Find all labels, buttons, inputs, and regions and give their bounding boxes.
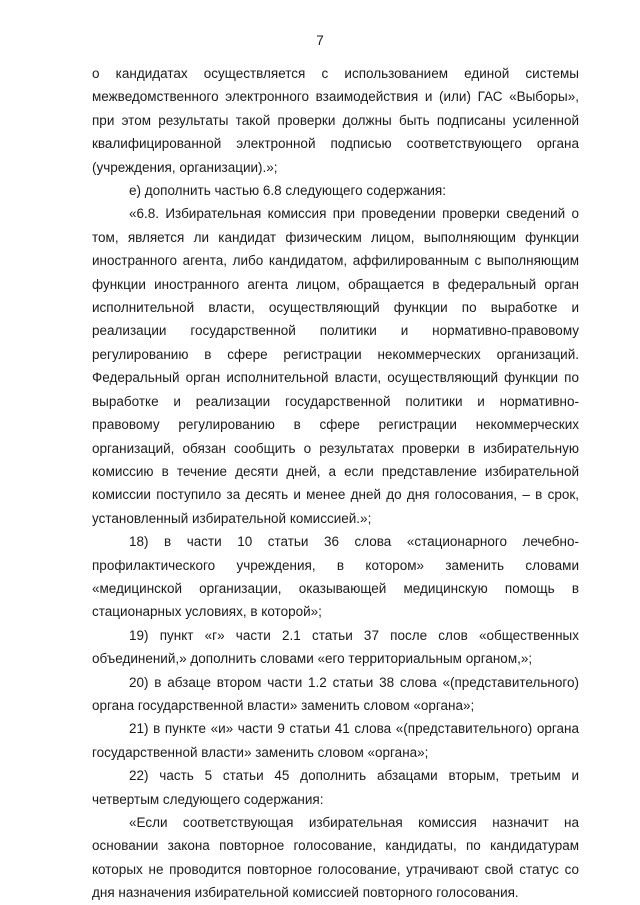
paragraph-7: 21) в пункте «и» части 9 статьи 41 слова «(представительного) органа государственной власти» заменить словом «органа»; xyxy=(92,721,579,760)
page-number: 7 xyxy=(316,33,324,48)
paragraph-2: е) дополнить частью 6.8 следующего содержания: xyxy=(129,183,446,199)
document-body xyxy=(92,62,579,905)
paragraph-5: 19) пункт «г» части 2.1 статьи 37 после слов «общественных объединений,» дополнить словами «его территориальным органом,»; xyxy=(92,627,579,667)
paragraph-4: 18) в части 10 статьи 36 слова «стационарного лечебно-профилактического учреждения, в котором» заменить словами «медицинской организации, оказывающей медицинскую помощь в стационарных условиях, в которой»; xyxy=(92,534,579,620)
paragraph-3: «6.8. Избирательная комиссия при проведении проверки сведений о том, является ли кандидат физическим лицом, выполняющим функции иностранного агента, либо кандидатом, аффилированным с выполняющим функции иностранного агента лицом, обращается в федеральный орган исполнительной власти, осуществляющий функции по выработке и реализации государственной политики и нормативно-правовому регулированию в сфере регистрации некоммерческих организаций. Федеральный орган исполнительной власти, осуществляющий функции по выработке и реализации государственной политики и нормативно-правовому регулированию в сфере регистрации некоммерческих организаций, обязан сообщить о результатах проверки в избирательную комиссию в течение десяти дней, а если представление избирательной комиссии поступило за десять и менее дней до дня голосования, – в срок, установленный избирательной комиссией.»; xyxy=(92,206,579,526)
paragraph-1: о кандидатах осуществляется с использованием единой системы межведомственного электронного взаимодействия и (или) ГАС «Выборы», при этом результаты такой проверки должны быть подписаны усиленной квалифицированной электронной подписью соответствующего органа (учреждения, организации).»; xyxy=(92,66,579,175)
paragraph-8: 22) часть 5 статьи 45 дополнить абзацами вторым, третьим и четвертым следующего содержания: xyxy=(92,768,579,807)
paragraph-6: 20) в абзаце втором части 1.2 статьи 38 слова «(представительного) органа государственной власти» заменить словом «органа»; xyxy=(92,674,579,713)
paragraph-9: «Если соответствующая избирательная комиссия назначит на основании закона повторное голосование, кандидаты, по кандидатурам которых не проводится повторное голосование, утрачивают свой статус со дня назначения избирательной комиссией повторного голосования. xyxy=(92,815,579,901)
